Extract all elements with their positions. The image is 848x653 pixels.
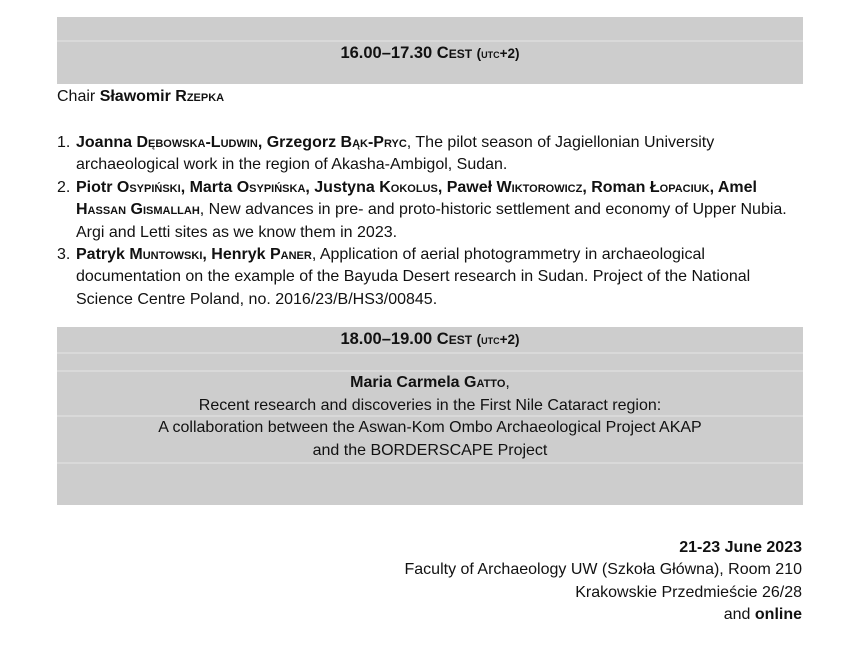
session-2-time-header: 18.00–19.00 Cest (utc+2) (340, 330, 520, 348)
keynote-title-line: and the BORDERSCAPE Project (312, 442, 548, 459)
session-2-keynote-block (57, 327, 803, 505)
row-divider (57, 40, 803, 42)
session-1-time-header: 16.00–17.30 Cest (utc+2) (340, 44, 520, 62)
keynote-speaker-name: Maria Carmela Gatto, (350, 374, 510, 391)
keynote-title-line: Recent research and discoveries in the First Nile Cataract region: (198, 397, 662, 414)
item-text: Joanna Dębowska-Ludwin, Grzegorz Bąk-Pryc, The pilot season of Jagiellonian University archaeological work in the region of Akasha-Ambigol, Sudan. (76, 134, 715, 174)
event-footer (57, 537, 802, 627)
presentation-list (57, 132, 805, 311)
session-1-time-block (57, 17, 803, 84)
item-number: 2. (57, 178, 71, 196)
presentation-item-1 (57, 132, 805, 177)
row-divider (57, 352, 803, 354)
event-address: Krakowskie Przedmieście 26/28 (575, 583, 802, 601)
event-date: 21-23 June 2023 (679, 539, 802, 556)
event-online-note: and online (723, 606, 802, 624)
item-text: Patryk Muntowski, Henryk Paner, Application of aerial photogrammetry in archaeological documentation on the example of the Bayuda Desert research in Sudan. Project of the National Science Centre Poland, no. 2016/23/B/HS3/00845. (76, 246, 751, 308)
event-venue: Faculty of Archaeology UW (Szkoła Główna), Room 210 (404, 561, 802, 579)
session-1-chair-line: Chair Sławomir Rzepka (57, 88, 225, 105)
keynote-title-line: A collaboration between the Aswan-Kom Ombo Archaeological Project AKAP (158, 419, 702, 436)
presentation-item-2 (57, 177, 805, 244)
item-text: Piotr Osypiński, Marta Osypińska, Justyna Kokolus, Paweł Wiktorowicz, Roman Łopaciuk, Amel Hassan Gismallah, New advances in pre- and proto-historic settlement and economy of Upper Nubia. Argi and Letti sites as we know them in 2023. (76, 178, 787, 241)
presentation-item-3 (57, 244, 805, 311)
item-number: 3. (57, 246, 71, 264)
item-number: 1. (57, 134, 71, 151)
